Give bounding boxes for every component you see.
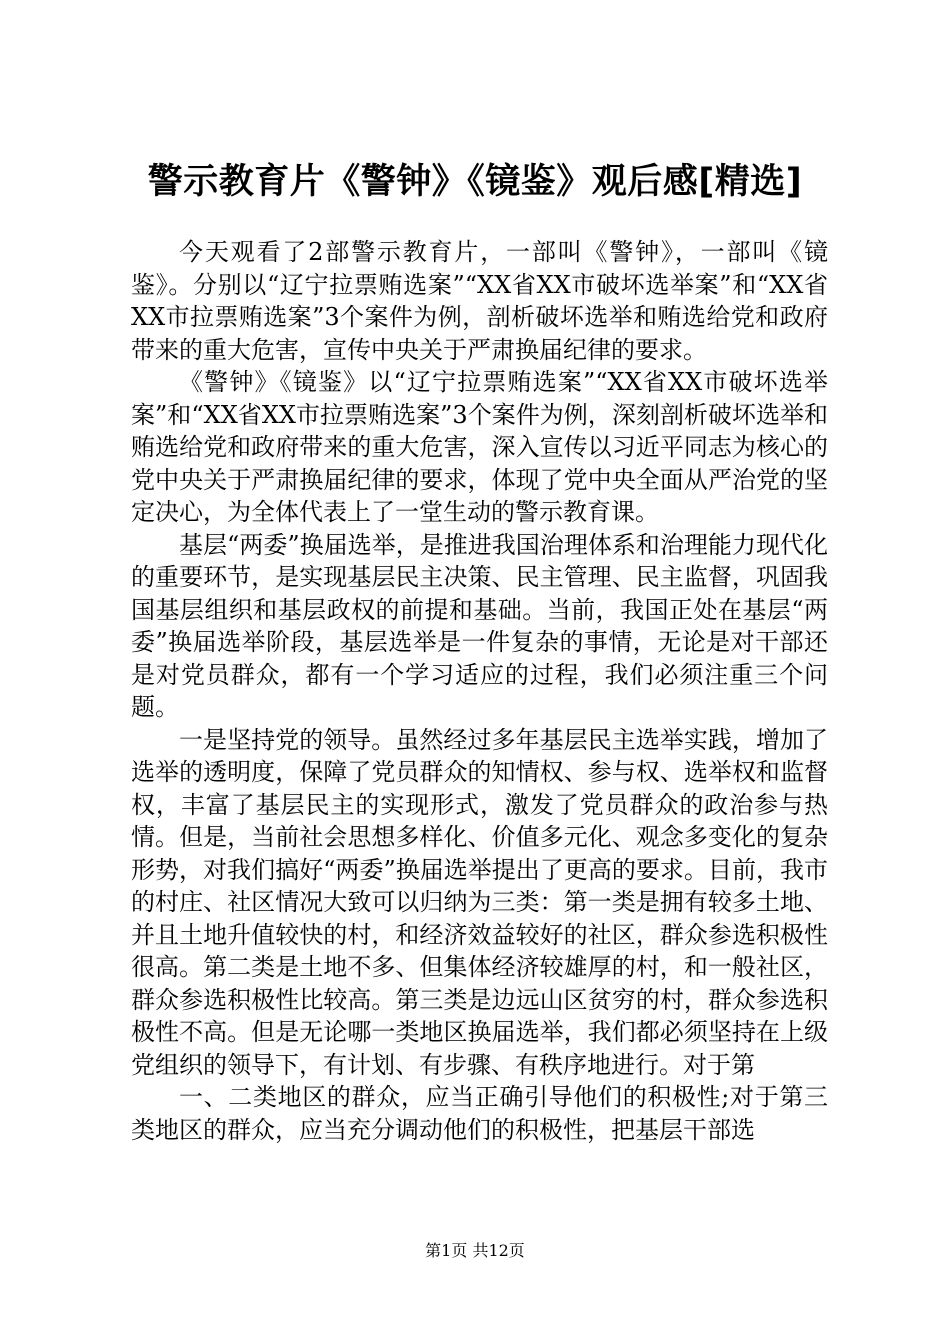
paragraph-5: 一、二类地区的群众，应当正确引导他们的积极性;对于第三类地区的群众，应当充分调动他们的积极性，把基层干部选 <box>131 1083 828 1144</box>
page-number-footer: 第1页 共12页 <box>425 1241 525 1260</box>
paragraph-2: 《警钟》《镜鉴》以“辽宁拉票贿选案”“XX省XX市破坏选举案”和“XX省XX市拉票贿选案”3个案件为例，深刻剖析破坏选举和贿选给党和政府带来的重大危害，深入宣传以习近平同志为核心的党中央关于严肃换届纪律的要求，体现了党中央全面从严治党的坚定决心，为全体代表上了一堂生动的警示教育课。 <box>131 368 828 526</box>
paragraph-1: 今天观看了2部警示教育片，一部叫《警钟》，一部叫《镜鉴》。分别以“辽宁拉票贿选案”“XX省XX市破坏选举案”和“XX省XX市拉票贿选案”3个案件为例，剖析破坏选举和贿选给党和政府带来的重大危害，宣传中央关于严肃换届纪律的要求。 <box>131 238 828 364</box>
document-body <box>131 236 828 1146</box>
paragraph-4: 一是坚持党的领导。虽然经过多年基层民主选举实践，增加了选举的透明度，保障了党员群众的知情权、参与权、选举权和监督权，丰富了基层民主的实现形式，激发了党员群众的政治参与热情。但是，当前社会思想多样化、价值多元化、观念多变化的复杂形势，对我们搞好“两委”换届选举提出了更高的要求。目前，我市的村庄、社区情况大致可以归纳为三类：第一类是拥有较多土地、并且土地升值较快的村，和经济效益较好的社区，群众参选积极性很高。第二类是土地不多、但集体经济较雄厚的村，和一般社区，群众参选积极性比较高。第三类是边远山区贫穷的村，群众参选积极性不高。但是无论哪一类地区换届选举，我们都必须坚持在上级党组织的领导下，有计划、有步骤、有秩序地进行。对于第 <box>131 725 828 1079</box>
paragraph-3: 基层“两委”换届选举，是推进我国治理体系和治理能力现代化的重要环节，是实现基层民主决策、民主管理、民主监督，巩固我国基层组织和基层政权的前提和基础。当前，我国正处在基层“两委”换届选举阶段，基层选举是一件复杂的事情，无论是对干部还是对党员群众，都有一个学习适应的过程，我们必须注重三个问题。 <box>131 530 828 721</box>
document-title: 警示教育片《警钟》《镜鉴》观后感[精选] <box>147 162 803 202</box>
